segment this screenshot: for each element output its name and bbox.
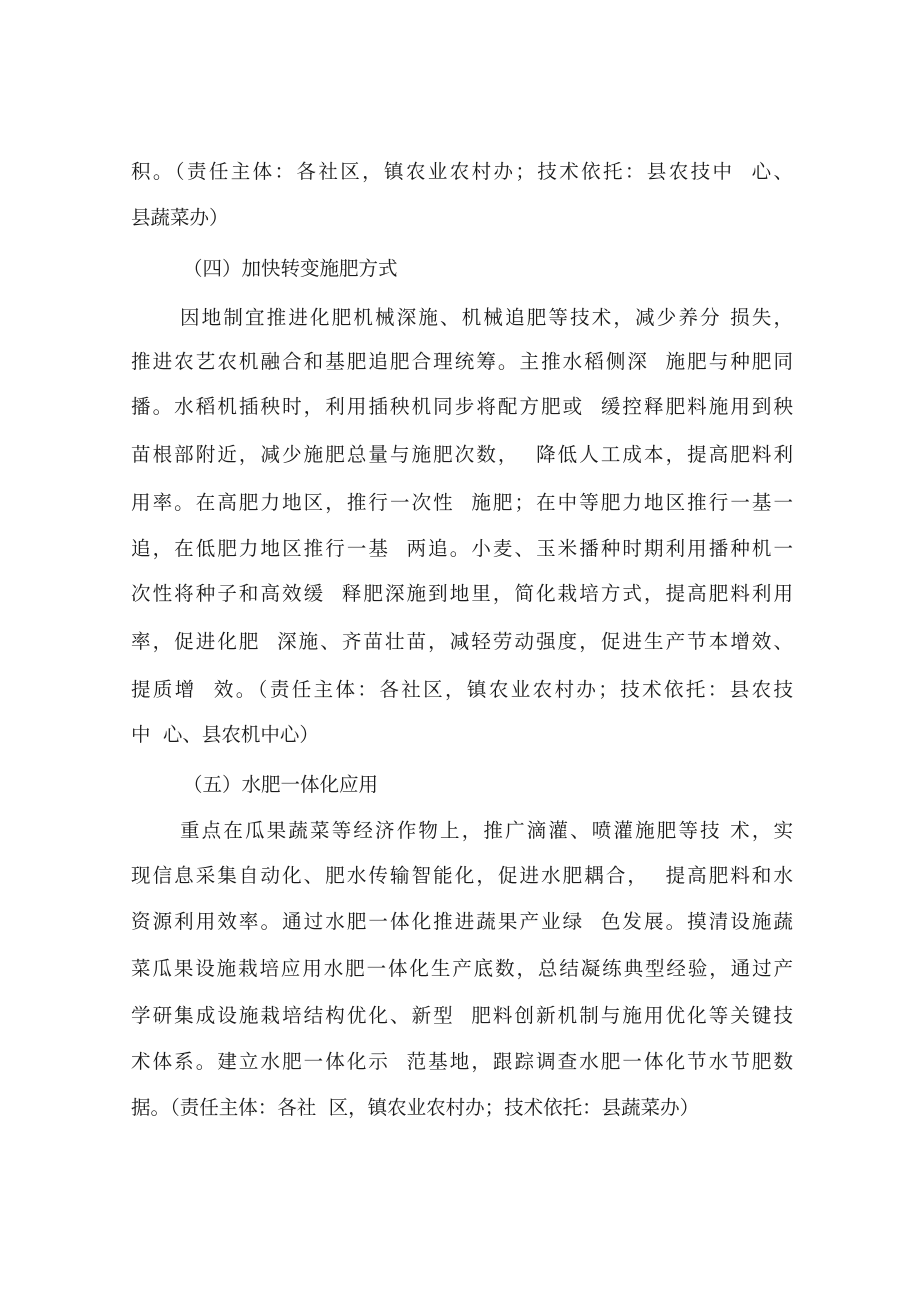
text-line: 追，在低肥力地区推行一基 两追。小麦、玉米播种时期利用播种机一 [131,537,793,560]
text-line: 学研集成设施栽培结构优化、新型 肥料创新机制与施用优化等关键技 [131,1004,793,1027]
section-heading: （四）加快转变施肥方式 [183,257,398,280]
text-line: 积。（责任主体：各社区，镇农业农村办；技术依托：县农技中 心、 [131,160,793,183]
text-line: 中 心、县农机中心） [131,723,319,746]
text-line: 苗根部附近，减少施肥总量与施肥次数， 降低人工成本，提高肥料利 [131,443,793,466]
text-line: 用率。在高肥力地区，推行一次性 施肥；在中等肥力地区推行一基一 [131,491,793,514]
text-line: 重点在瓜果蔬菜等经济作物上，推广滴灌、喷灌施肥等技 术，实 [180,819,793,842]
text-line: 现信息采集自动化、肥水传输智能化，促进水肥耦合， 提高肥料和水 [131,864,793,887]
text-line: 提质增 效。（责任主体：各社区，镇农业农村办；技术依托：县农技 [131,678,793,701]
text-line: 推进农艺农机融合和基肥追肥合理统筹。主推水稻侧深 施肥与种肥同 [131,350,793,373]
text-line: 次性将种子和高效缓 释肥深施到地里，简化栽培方式，提高肥料利用 [131,582,793,605]
text-line: 县蔬菜办） [131,206,229,229]
text-line: 率，促进化肥 深施、齐苗壮苗，减轻劳动强度，促进生产节本增效、 [131,630,793,653]
text-line: 据。（责任主体：各社 区，镇农业农村办；技术依托：县蔬菜办） [131,1096,700,1119]
section-heading: （五）水肥一体化应用 [183,773,379,796]
text-line: 播。水稻机插秧时，利用插秧机同步将配方肥或 缓控释肥料施用到秧 [131,395,793,418]
text-line: 菜瓜果设施栽培应用水肥一体化生产底数，总结凝练典型经验，通过产 [131,957,793,980]
text-line: 资源利用效率。通过水肥一体化推进蔬果产业绿 色发展。摸清设施蔬 [131,910,793,933]
text-line: 术体系。建立水肥一体化示 范基地，跟踪调查水肥一体化节水节肥数 [131,1050,793,1073]
text-line: 因地制宜推进化肥机械深施、机械追肥等技术，减少养分 损失， [180,306,793,329]
